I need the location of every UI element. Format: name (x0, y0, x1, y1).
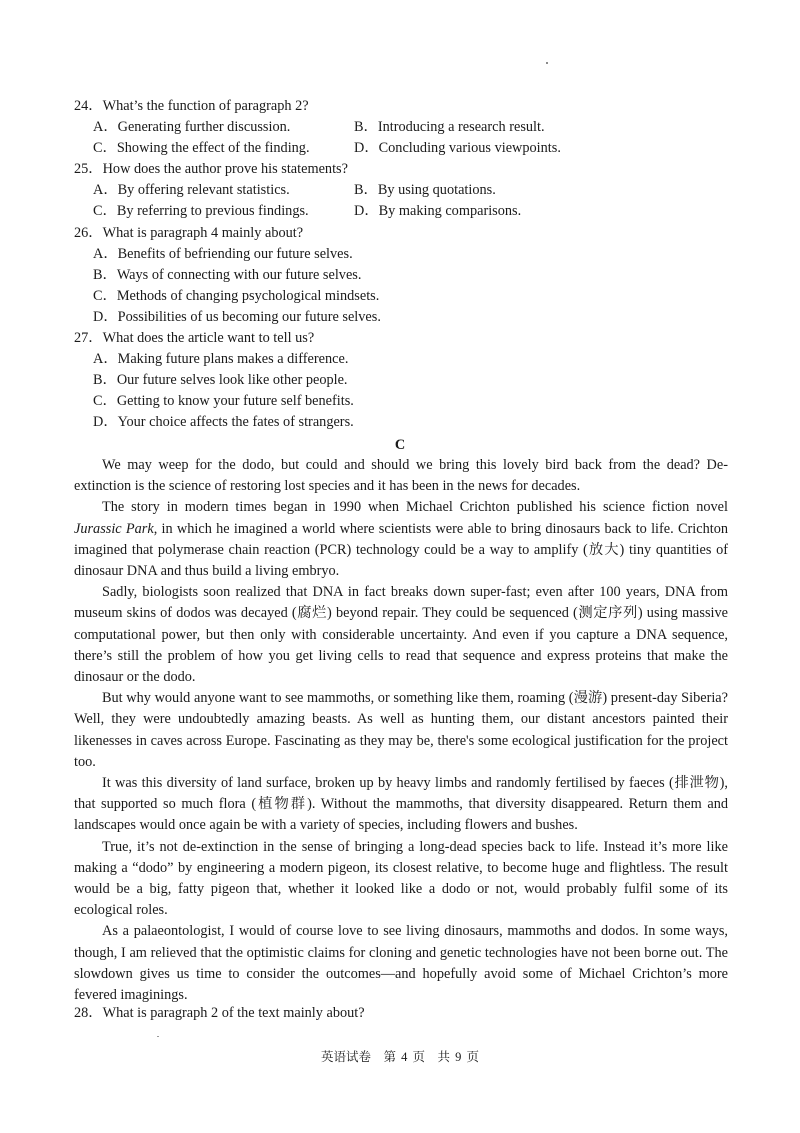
question-27-option-d-row (74, 412, 734, 433)
question-24-options-row-1 (74, 117, 734, 138)
question-24-option-c: C．Showing the effect of the finding. (93, 140, 310, 157)
question-26-stem: 26．What is paragraph 4 mainly about? (74, 224, 304, 241)
question-26-option-c: C．Methods of changing psychological mindsets. (93, 287, 380, 304)
question-26-option-a-row (74, 244, 734, 265)
paragraph-2-text-b: , in which he imagined a world where scientists were able to bring dinosaurs back to life. Crichton imagined that polymerase chain reaction (PCR) technology could be a way to amplify (放大) tiny quantities of dinosaur DNA and thus build a living embryo. (74, 520, 728, 580)
question-24-options-row-2 (74, 138, 734, 159)
question-26-option-b: B．Ways of connecting with our future selves. (93, 266, 362, 283)
question-27-option-a: A．Making future plans makes a difference. (93, 351, 349, 368)
speck (546, 62, 548, 64)
paragraph-4: But why would anyone want to see mammoths, or something like them, roaming (漫游) present-day Siberia? Well, they were undoubtedly amazing beasts. As well as hunting them, our distant ancestors painted their likenesses in caves across Europe. Fascinating as they may be, there's some ecological justification for the project too. (74, 690, 728, 770)
paragraph-2 (74, 497, 728, 582)
paragraph-5: It was this diversity of land surface, broken up by heavy limbs and randomly fertilised by faeces (排泄物), that supported so much flora (植物群). Without the mammoths, that diversity disappeared. Return them and landscapes would once again be with a variety of species, including flowers and bushes. (74, 775, 728, 834)
section-title: C (394, 437, 406, 453)
page-footer: 英语试卷 第 4 页 共 9 页 (320, 1050, 479, 1064)
paragraph-1: We may weep for the dodo, but could and should we bring this lovely bird back from the dead? De-extinction is the science of restoring lost species and it has been in the news for decades. (74, 457, 728, 495)
question-26-option-d: D．Possibilities of us becoming our future selves. (93, 308, 381, 325)
question-27-option-a-row (74, 349, 734, 370)
paragraph-6: True, it’s not de-extinction in the sense of bringing a long-dead species back to life. Instead it’s more like making a “dodo” by engineering a modern pigeon, its closest relative, to become huge and flightless. The result would be a big, fatty pigeon that, whether it looked like a dodo or not, would probably fulfil some of its ecological roles. (74, 838, 728, 919)
paragraph-2-text-a: The story in modern times began in 1990 when Michael Crichton published his science fiction novel (102, 499, 728, 516)
question-list (74, 96, 734, 434)
question-26-option-d-row (74, 307, 734, 328)
question-24-option-d: D．Concluding various viewpoints. (354, 140, 561, 157)
question-25-option-b: B．By using quotations. (354, 182, 496, 199)
question-25-option-a: A．By offering relevant statistics. (93, 182, 290, 199)
question-27-option-d: D．Your choice affects the fates of strangers. (93, 414, 354, 431)
question-27-option-b-row (74, 370, 734, 391)
novel-title: Jurassic Park (74, 520, 154, 537)
question-26-option-c-row (74, 286, 734, 307)
question-27-option-b: B．Our future selves look like other people. (93, 372, 348, 389)
question-25-options-row-2 (74, 201, 734, 222)
question-27-option-c: C．Getting to know your future self benefits. (93, 393, 354, 410)
question-26-option-b-row (74, 265, 734, 286)
question-25-option-d: D．By making comparisons. (354, 203, 522, 220)
question-28-stem: 28．What is paragraph 2 of the text mainly about? (74, 1005, 365, 1021)
question-25-stem: 25．How does the author prove his statements? (74, 161, 348, 178)
question-25-options-row-1 (74, 180, 734, 201)
question-24-option-b: B．Introducing a research result. (354, 119, 545, 136)
question-24-option-a: A．Generating further discussion. (93, 119, 291, 136)
paragraph-7: As a palaeontologist, I would of course love to see living dinosaurs, mammoths and dodos. In some ways, though, I am relieved that the optimistic claims for cloning and genetic technologies have not been borne out. The slowdown gives us time to consider the outcomes—and hopefully avoid some of Michael Crichton’s more fevered imaginings. (74, 923, 728, 1004)
paragraph-3: Sadly, biologists soon realized that DNA in fact breaks down super-fast; even after 100 years, DNA from museum skins of dodos was decayed (腐烂) beyond repair. They could be sequenced (测定序列) using massive computational power, but then only with considerable uncertainty. And even if you capture a DNA sequence, there’s still the problem of how you get living cells to read that sequence and express proteins that make the dinosaur or the dodo. (74, 584, 728, 686)
question-25-option-c: C．By referring to previous findings. (93, 203, 309, 220)
question-24-stem: 24．What’s the function of paragraph 2? (74, 98, 309, 114)
question-27-stem: 27．What does the article want to tell us? (74, 330, 315, 347)
speck (157, 1036, 159, 1037)
question-27-option-c-row (74, 391, 734, 412)
question-26-option-a: A．Benefits of befriending our future selves. (93, 245, 353, 262)
reading-passage (74, 455, 728, 1006)
